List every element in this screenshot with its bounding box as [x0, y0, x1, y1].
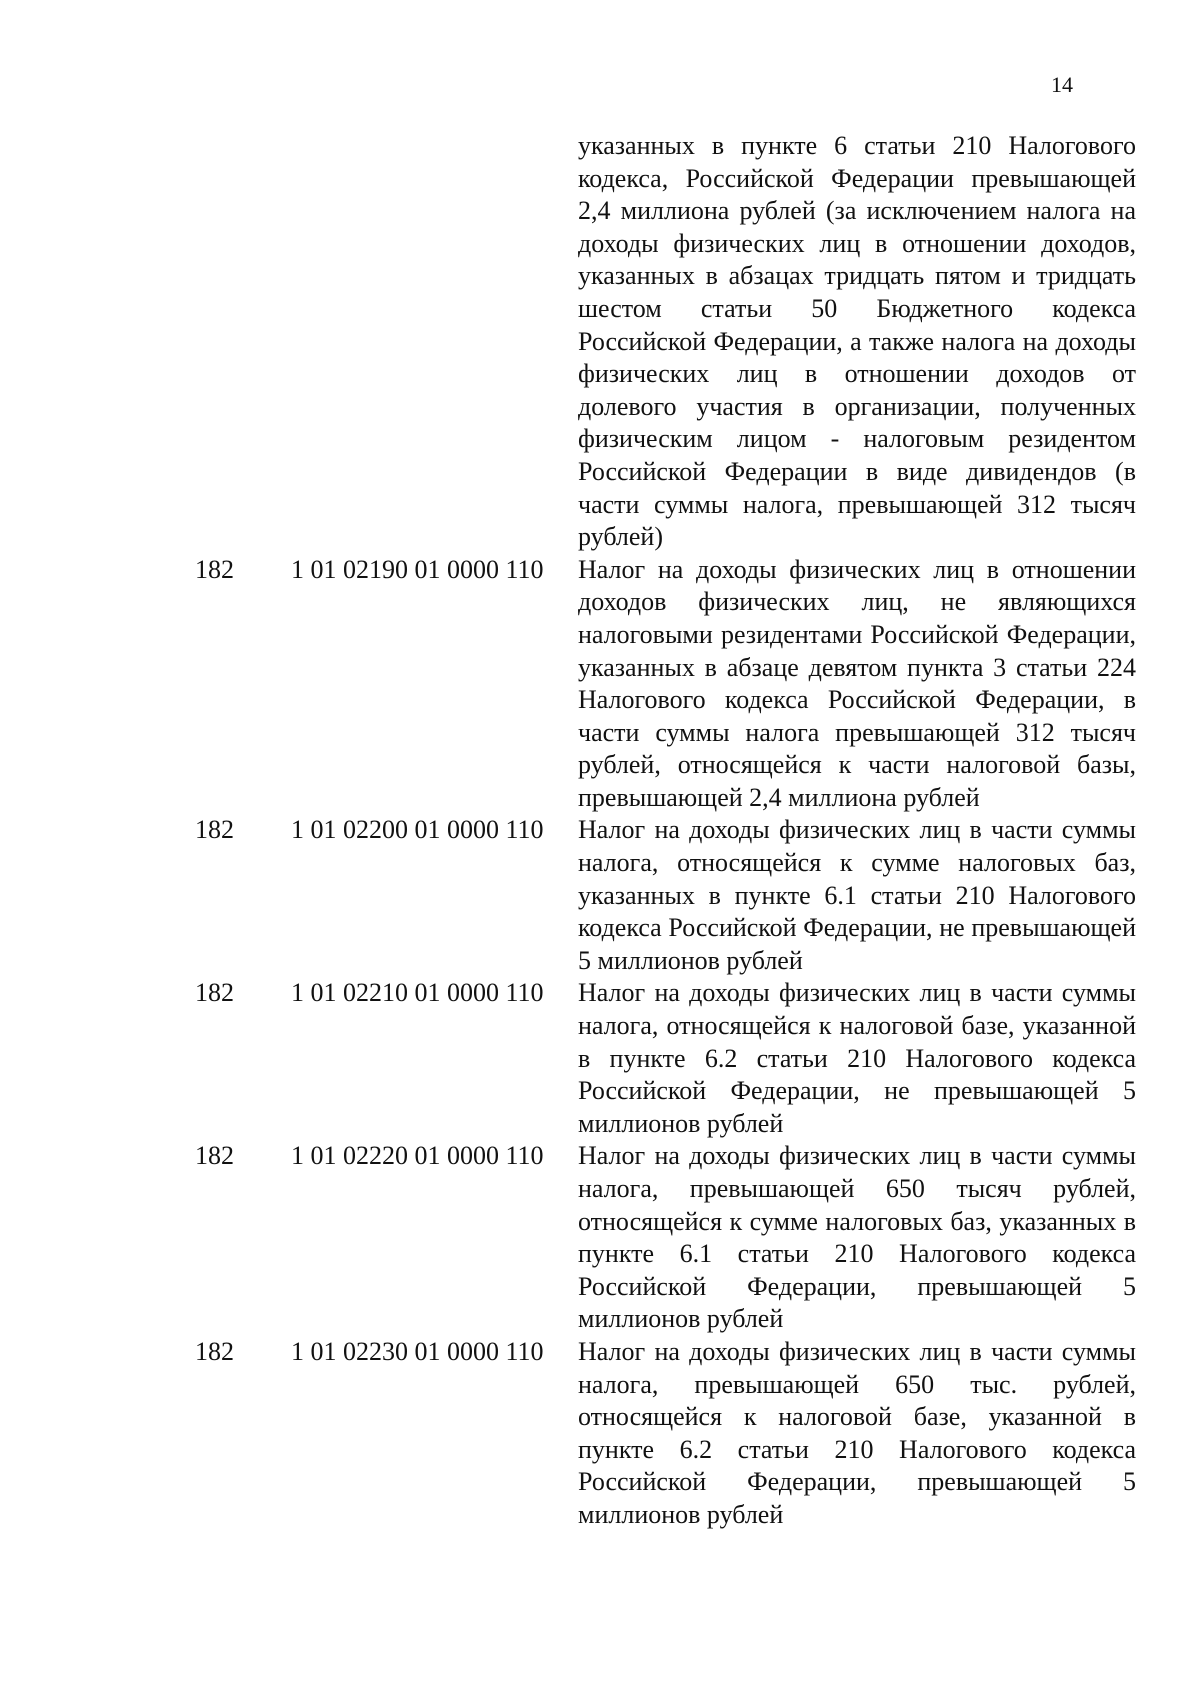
admin-code: 182 — [195, 815, 234, 845]
income-name: Налог на доходы физических лиц в части суммы налога, превышающей 650 тыс. рублей, относящейся к налоговой базе, указанной в пункте 6.2 статьи 210 Налогового кодекса Российской Федерации, превышающей 5 миллионов рублей — [578, 1336, 1136, 1529]
admin-code: 182 — [195, 978, 234, 1008]
page-number: 14 — [1051, 72, 1073, 97]
table-row — [0, 1140, 1200, 1336]
table-row — [0, 1336, 1200, 1532]
admin-code: 182 — [195, 554, 234, 584]
kbk-code: 1 01 02210 01 0000 110 — [291, 978, 544, 1008]
table-row — [0, 977, 1200, 1140]
table-row — [0, 554, 1200, 815]
income-name: Налог на доходы физических лиц в части суммы налога, относящейся к налоговой базе, указанной в пункте 6.2 статьи 210 Налогового кодекса Российской Федерации, не превышающей 5 миллионов рублей — [578, 978, 1136, 1138]
income-name: Налог на доходы физических лиц в части суммы налога, относящейся к сумме налоговых баз, указанных в пункте 6.1 статьи 210 Налогового кодекса Российской Федерации, не превышающей 5 миллионов рублей — [578, 815, 1136, 975]
admin-code: 182 — [195, 1141, 234, 1171]
continuation-text: указанных в пункте 6 статьи 210 Налогового кодекса, Российской Федерации превышающей 2,4 миллиона рублей (за исключением налога на доходы физических лиц в отношении доходов, указанных в абзацах тридцать пятом и тридцать шестом статьи 50 Бюджетного кодекса Российской Федерации, а также налога на доходы физических лиц в отношении доходов от долевого участия в организации, полученных физическим лицом - налоговым резидентом Российской Федерации в виде дивидендов (в части суммы налога, превышающей 312 тысяч рублей) — [578, 131, 1136, 552]
admin-code: 182 — [195, 1336, 234, 1366]
kbk-code: 1 01 02200 01 0000 110 — [291, 815, 544, 845]
kbk-code: 1 01 02190 01 0000 110 — [291, 554, 544, 584]
income-name: Налог на доходы физических лиц в отношении доходов физических лиц, не являющихся налоговыми резидентами Российской Федерации, указанных в абзаце девятом пункта 3 статьи 224 Налогового кодекса Российской Федерации, в части суммы налога превышающей 312 тысяч рублей, относящейся к части налоговой базы, превышающей 2,4 миллиона рублей — [578, 554, 1136, 812]
table-row — [0, 814, 1200, 977]
income-name: Налог на доходы физических лиц в части суммы налога, превышающей 650 тысяч рублей, относящейся к сумме налоговых баз, указанных в пункте 6.1 статьи 210 Налогового кодекса Российской Федерации, превышающей 5 миллионов рублей — [578, 1141, 1136, 1334]
kbk-code: 1 01 02230 01 0000 110 — [291, 1336, 544, 1366]
budget-classification-table — [0, 130, 1200, 1532]
kbk-code: 1 01 02220 01 0000 110 — [291, 1141, 544, 1171]
